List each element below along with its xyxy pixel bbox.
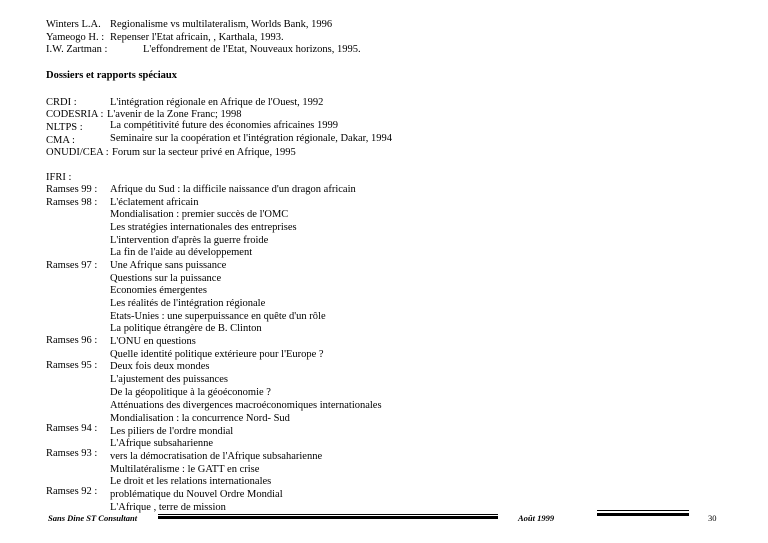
ramses-item: De la géopolitique à la géoéconomie ? [110, 387, 271, 398]
ramses-label: Ramses 99 : [46, 184, 98, 195]
ramses-item: L'Afrique , terre de mission [110, 502, 226, 513]
ramses-label: Ramses 96 : [46, 335, 98, 346]
dossier-org: CODESRIA : [46, 109, 104, 120]
footer-rule-thin [597, 510, 689, 511]
footer-author: Sans Dine ST Consultant [48, 513, 138, 523]
ref-title: L'effondrement de l'Etat, Nouveaux horizons, 1995. [143, 44, 361, 55]
footer-rule-thin [158, 514, 498, 515]
dossier-org: CMA : [46, 135, 75, 146]
ramses-item: Le droit et les relations internationales [110, 476, 272, 487]
ramses-label: Ramses 93 : [46, 448, 98, 459]
ramses-label: Ramses 92 : [46, 486, 98, 497]
ramses-item: L'éclatement africain [110, 197, 199, 208]
dossier-title: La compétitivité future des économies africaines 1999 [110, 120, 339, 131]
ramses-item: Les réalités de l'intégration régionale [110, 298, 266, 309]
dossier-title: Forum sur la secteur privé en Afrique, 1995 [112, 147, 296, 158]
dossier-org: CRDI : [46, 97, 77, 108]
ramses-item: La fin de l'aide au développement [110, 247, 253, 258]
ramses-item: L'ajustement des puissances [110, 374, 228, 385]
section-heading: Dossiers et rapports spéciaux [46, 70, 177, 81]
footer-rule-thick [597, 513, 689, 516]
ramses-label: Ramses 95 : [46, 360, 98, 371]
ramses-item: Quelle identité politique extérieure pour l'Europe ? [110, 349, 324, 360]
ramses-item: problématique du Nouvel Ordre Mondial [110, 489, 283, 500]
page-number: 30 [708, 513, 717, 523]
dossier-org: NLTPS : [46, 122, 83, 133]
ramses-item: Questions sur la puissance [110, 273, 222, 284]
footer-rule-thick [158, 516, 498, 519]
ramses-item: Afrique du Sud : la difficile naissance d'un dragon africain [110, 184, 356, 195]
dossier-title: Seminaire sur la coopération et l'intégration régionale, Dakar, 1994 [110, 133, 392, 144]
ref-title: Repenser l'Etat africain, , Karthala, 1993. [110, 32, 284, 43]
ramses-item: vers la démocratisation de l'Afrique subsaharienne [110, 451, 323, 462]
ramses-label: Ramses 98 : [46, 197, 98, 208]
ramses-item: Multilatéralisme : le GATT en crise [110, 464, 260, 475]
ramses-item: L'Afrique subsaharienne [110, 438, 214, 449]
ramses-item: Economies émergentes [110, 285, 207, 296]
dossier-org: ONUDI/CEA : [46, 147, 109, 158]
ramses-item: Etats-Unies : une superpuissance en quête d'un rôle [110, 311, 326, 322]
ref-author: I.W. Zartman : [46, 44, 108, 55]
ramses-item: Les stratégies internationales des entreprises [110, 222, 297, 233]
dossier-title: L'avenir de la Zone Franc; 1998 [107, 109, 242, 120]
ramses-item: Mondialisation : premier succès de l'OMC [110, 209, 289, 220]
ramses-item: L'ONU en questions [110, 336, 196, 347]
ref-title: Regionalisme vs multilateralism, Worlds Bank, 1996 [110, 19, 333, 30]
ramses-label: Ramses 94 : [46, 423, 98, 434]
ref-author: Winters L.A. [46, 19, 101, 30]
ramses-item: Mondialisation : la concurrence Nord- Sud [110, 413, 290, 424]
ramses-label: Ramses 97 : [46, 260, 98, 271]
ramses-item: Les piliers de l'ordre mondial [110, 426, 234, 437]
ifri-label: IFRI : [46, 172, 72, 183]
ramses-item: Atténuations des divergences macroéconomiques internationales [110, 400, 382, 411]
ramses-item: L'intervention d'après la guerre froide [110, 235, 269, 246]
ramses-item: Une Afrique sans puissance [110, 260, 227, 271]
ref-author: Yameogo H. : [46, 32, 105, 43]
ramses-item: Deux fois deux mondes [110, 361, 210, 372]
footer-date: Août 1999 [518, 513, 555, 523]
ramses-item: La politique étrangère de B. Clinton [110, 323, 262, 334]
dossier-title: L'intégration régionale en Afrique de l'Ouest, 1992 [110, 97, 324, 108]
